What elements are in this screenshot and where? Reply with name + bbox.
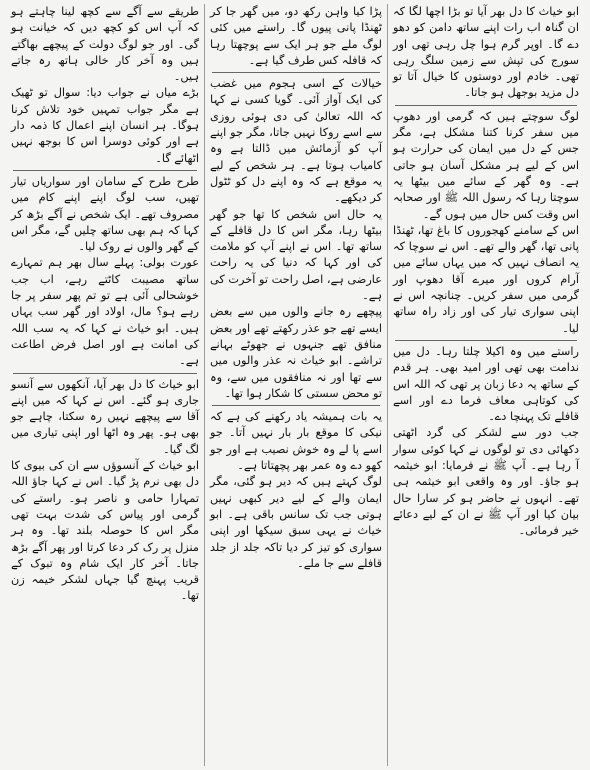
paragraph: خیالات کے اسی ہجوم میں غضب کی ایک آواز آئی۔ گویا کسی نے کہا کہ اللہ تعالیٰ کی دی ہوئی روزی سے اسے روکا نہیں جاتا، مگر جو اپنے آپ کو آزمائش میں ڈالتا ہے وہ کامیاب ہوتا ہے۔ ہر شخص کے لیے یہ موقع ہے کہ وہ اپنے دل کو ٹٹول کر دیکھے۔ bbox=[210, 77, 382, 205]
paragraph: جب دور سے لشکر کی گرد اٹھتی دکھائی دی تو لوگوں نے کہا کوئی سوار آ رہا ہے۔ آپ ﷺ نے فرمایا: ابو خیثمہ ہو جاؤ۔ اور وہ واقعی ابو خیثمہ ہی تھے۔ انہوں نے حاضر ہو کر سارا حال بیان کیا اور آپ ﷺ نے ان کے لیے دعائے خیر فرمائی۔ bbox=[393, 426, 579, 538]
paragraph-divider bbox=[13, 373, 197, 374]
paragraph: یہ حال اس شخص کا تھا جو گھر بیٹھا رہا، مگر اس کا دل قافلے کے ساتھ تھا۔ اس نے اپنے آپ کو ملامت کی اور کہا کہ دنیا کی یہ راحت عارضی ہے، اصل راحت تو آخرت کی ہے۔ bbox=[210, 207, 382, 303]
paragraph: ابو خیاث کا دل بھر آیا تو بڑا اچھا لگا کہ ان گناہ اب رات اپنے ساتھ دامن کو دھو دے گا۔ اوپر گرم ہوا چل رہی تھی اور سورج کی تپش سے زمین سلگ رہی تھی۔ خادم اور دوستوں کا خیال آتا تو دل مزید بوجھل ہو جاتا۔ bbox=[393, 5, 579, 100]
column-right bbox=[388, 4, 584, 766]
paragraph: ابو خیاث کے آنسوؤں سے ان کی بیوی کا دل بھی نرم پڑ گیا۔ اس نے کہا جاؤ اللہ تمہارا حامی و ناصر ہو۔ راستے کی گرمی اور پیاس کی شدت بہت تھی مگر اس کا حوصلہ بلند تھا۔ وہ ہر منزل پر رک کر دعا کرتا اور پھر آگے بڑھ جاتا۔ آخر کار ایک شام وہ تبوک کے قریب پہنچ گیا جہاں لشکر خیمہ زن تھا۔ bbox=[11, 459, 199, 603]
paragraph: عورت بولی: پہلے سال بھر ہم تمہارے ساتھ مصیبت کاٹتے رہے، اب جب خوشحالی آئی ہے تو تم پھر سفر پر جا رہے ہو؟ مال، اولاد اور گھر سب یہاں ہیں۔ ابو خیاث نے کہا کہ یہ سب اللہ کی امانت ہے اور اصل فرض اطاعت ہے۔ bbox=[11, 256, 199, 368]
paragraph: یہ بات ہمیشہ یاد رکھنے کی ہے کہ نیکی کا موقع بار بار نہیں آتا۔ جو اسے پا لے وہ خوش نصیب ہے اور جو کھو دے وہ عمر بھر پچھتاتا ہے۔ bbox=[210, 410, 382, 473]
column-left bbox=[6, 4, 204, 766]
paragraph-divider bbox=[212, 72, 380, 73]
paragraph: پیچھے رہ جانے والوں میں سے بعض ایسے تھے جو عذر رکھتے تھے اور بعض منافق تھے جنہوں نے جھوٹے بہانے تراشے۔ ابو خیاث نہ عذر والوں میں سے تھا اور نہ منافقوں میں سے، وہ تو محض سستی کا شکار ہوا تھا۔ bbox=[210, 305, 382, 400]
paragraph-divider bbox=[395, 105, 577, 106]
paragraph-divider bbox=[395, 340, 577, 341]
paragraph-divider bbox=[13, 170, 197, 171]
paragraph-divider bbox=[212, 405, 380, 406]
paragraph: ابو خیاث کا دل بھر آیا، آنکھوں سے آنسو جاری ہو گئے۔ اس نے کہا کہ میں اپنے آقا سے پیچھے نہیں رہ سکتا، چاہے جو بھی ہو۔ پھر وہ اٹھا اور اپنی تیاری میں لگ گیا۔ bbox=[11, 377, 199, 456]
paragraph: راستے میں وہ اکیلا چلتا رہا۔ دل میں ندامت بھی تھی اور امید بھی۔ ہر قدم کے ساتھ یہ دعا زبان پر تھی کہ اللہ اس کی کوتاہی معاف فرما دے اور اسے قافلے تک پہنچا دے۔ bbox=[393, 344, 579, 424]
paragraph: بڑے میاں نے جواب دیا: سوال تو ٹھیک ہے مگر جواب تمہیں خود تلاش کرنا ہوگا۔ ہر انسان اپنے اعمال کا ذمہ دار ہے اور کوئی دوسرا اس کا بوجھ نہیں اٹھائے گا۔ bbox=[11, 86, 199, 165]
paragraph: اس کے سامنے کھجوروں کا باغ تھا، ٹھنڈا پانی تھا، گھر والے تھے۔ اس نے سوچا کہ یہ انصاف نہیں کہ میں یہاں سائے میں آرام کروں اور میرے آقا دھوپ اور گرمی میں سفر کریں۔ چنانچہ اس نے اپنی سواری تیار کی اور زاد راہ ساتھ لیا۔ bbox=[393, 223, 579, 335]
paragraph: لوگ کہتے ہیں کہ دیر ہو گئی، مگر ایمان والے کے لیے دیر کبھی نہیں ہوتی جب تک سانس باقی ہے۔ ابو خیاث نے یہی سبق سیکھا اور اپنی سواری کو تیز کر دیا تاکہ جلد از جلد قافلے سے جا ملے۔ bbox=[210, 475, 382, 570]
paragraph: طریقے سے آگے سے کچھ لینا چاہتے ہو کہ آپ اس کو کچھ دیں کہ خیانت ہو گی۔ اور جو لوگ دولت کے پیچھے بھاگتے ہیں وہ آخر کار خالی ہاتھ رہ جاتے ہیں۔ bbox=[11, 5, 199, 84]
paragraph: طرح طرح کے سامان اور سواریاں تیار تھیں، سب لوگ اپنے اپنے کام میں مصروف تھے۔ ایک شخص نے آگے بڑھ کر کہا کہ ہم بھی ساتھ چلیں گے، مگر اس کے گھر والوں نے روک لیا۔ bbox=[11, 174, 199, 254]
column-middle bbox=[204, 4, 388, 766]
paragraph: لوگ سوچتے ہیں کہ گرمی اور دھوپ میں سفر کرنا کتنا مشکل ہے، مگر جس کے دل میں ایمان کی حرارت ہو اس کے لیے ہر مشکل آسان ہو جاتی ہے۔ وہ گھر کے سائے میں بیٹھا یہ سوچتا رہا کہ رسول اللہ ﷺ اور صحابہ اس وقت کس حال میں ہوں گے۔ bbox=[393, 109, 579, 221]
paragraph: پڑا کیا واہن رکھ دو، میں گھر جا کر ٹھنڈا پانی پیوں گا۔ راستے میں کئی لوگ ملے جو ہر ایک سے پوچھتا رہا کہ قافلہ کس طرف گیا ہے۔ bbox=[210, 5, 382, 67]
text-columns bbox=[6, 4, 584, 766]
